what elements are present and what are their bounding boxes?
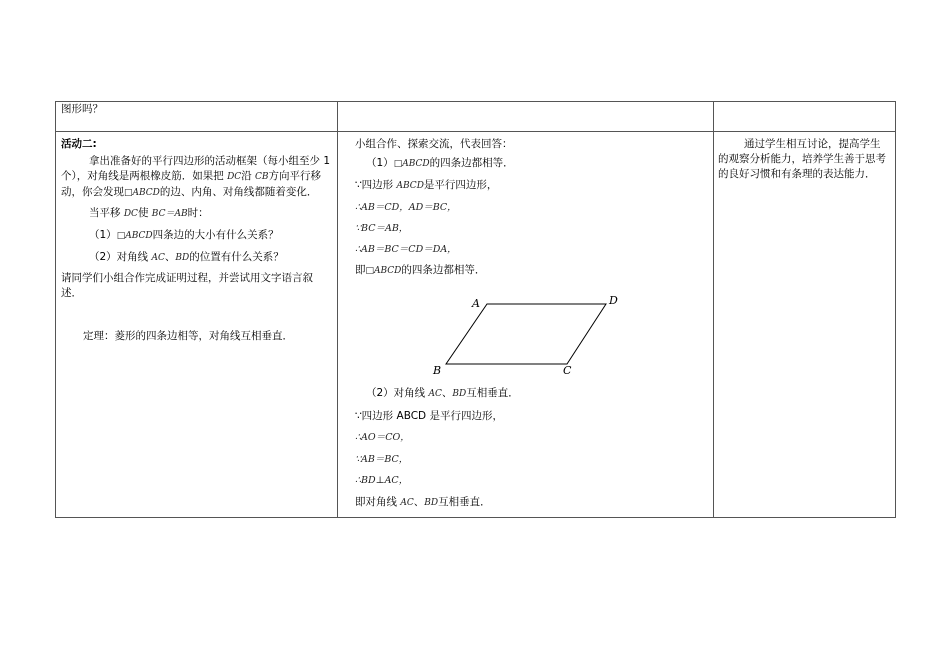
- question-2: [61, 250, 333, 266]
- condition-text: 使: [137, 207, 152, 219]
- table-left-border: [55, 101, 56, 518]
- math-cb: CB: [255, 172, 269, 182]
- proof-text: 即对角线: [355, 495, 401, 508]
- proof-line: [355, 175, 706, 197]
- proof-line: ∴BD⊥AC，: [355, 475, 409, 486]
- design-intent-text: 通过学生相互讨论，提高学生的观察分析能力，培养学生善于思考的良好习惯和有条理的表达能力．: [718, 138, 886, 180]
- answer-intro: 小组合作、探索交流，代表回答：: [355, 138, 513, 150]
- row-divider: [55, 131, 896, 132]
- vertex-label-b: B: [433, 364, 442, 377]
- column-divider-2: [713, 101, 714, 518]
- proof-text: ∵四边形: [355, 179, 397, 191]
- proof-line: ∴AO＝CO，: [355, 432, 410, 443]
- proof-conclusion: [355, 260, 706, 282]
- rhombus-shape: [446, 304, 606, 364]
- proof-line: ∵AB＝BC，: [355, 453, 409, 465]
- math-parallelogram: □ABCD: [393, 159, 430, 169]
- answer-number: （1）: [366, 157, 394, 169]
- activity-heading: 活动二:: [61, 138, 97, 150]
- intro-text: 沿: [241, 170, 256, 182]
- intro-text: 拿出准备好的平行四边形的活动框架（每小组至少 1 个），对角线是两根橡皮筋．如果把: [61, 155, 331, 182]
- lesson-table: [55, 101, 896, 518]
- row1-col1-text: 图形吗？: [61, 103, 103, 115]
- math-parallelogram: □ABCD: [116, 231, 153, 241]
- math-bd: BD: [175, 253, 190, 263]
- math-abcd: ABCD: [396, 181, 424, 191]
- proof-text: 即: [355, 264, 366, 276]
- condition-text: 时：: [187, 207, 209, 219]
- question-text: （2）对角线: [89, 251, 152, 263]
- rhombus-diagram: [433, 292, 646, 382]
- math-dc: DC: [227, 172, 242, 182]
- activity-cell: [61, 137, 333, 344]
- answer-text: 的四条边都相等．: [429, 157, 514, 169]
- answer-part-2: [355, 383, 706, 514]
- theorem: 定理：菱形的四条边相等，对角线互相垂直．: [83, 330, 293, 342]
- group-task: 请同学们小组合作完成证明过程，并尝试用文字语言叙述．: [61, 272, 313, 299]
- answer-text: 互相垂直．: [466, 387, 519, 399]
- math-parallelogram: □ABCD: [124, 188, 160, 198]
- condition-text: 当平移: [89, 207, 124, 219]
- answer-2: [366, 383, 706, 406]
- math-parallelogram: □ABCD: [365, 266, 402, 276]
- math-dc: DC: [123, 209, 138, 219]
- vertex-label-a: A: [472, 297, 480, 310]
- proof-conclusion: [355, 492, 706, 515]
- translation-condition: [61, 206, 333, 222]
- intent-cell: [718, 137, 890, 182]
- intro-text: 方向平行移动，你会发现: [61, 170, 322, 198]
- proof-text: 是平行四边形，: [423, 179, 498, 191]
- question-number: （1）: [89, 229, 117, 241]
- math-ac: AC: [400, 497, 414, 508]
- proof-line: ∵四边形 ABCD 是平行四边形，: [355, 409, 503, 422]
- math-bd: BD: [424, 497, 439, 508]
- proof-text: 的四条边都相等．: [401, 264, 486, 276]
- intro-text: 的边、内角、对角线都随着变化．: [159, 186, 318, 198]
- question-text: 的位置有什么关系？: [189, 251, 284, 263]
- vertex-label-c: C: [563, 364, 572, 377]
- vertex-label-d: D: [609, 294, 618, 307]
- answer-text: （2）对角线: [366, 387, 429, 399]
- table-bottom-border: [55, 517, 896, 518]
- activity-intro: [61, 154, 333, 201]
- separator: 、: [413, 495, 425, 508]
- table-top-border: [55, 101, 896, 102]
- column-divider-1: [337, 101, 338, 518]
- math-ac: AC: [151, 253, 165, 263]
- separator: 、: [441, 387, 453, 399]
- separator: 、: [164, 251, 176, 263]
- table-right-border: [895, 101, 896, 518]
- proof-text: 互相垂直．: [438, 495, 491, 508]
- math-ac: AC: [428, 389, 442, 399]
- answer-cell: [355, 137, 706, 508]
- proof-line: ∴AB＝BC＝CD＝DA，: [355, 244, 457, 255]
- math-bd: BD: [452, 389, 467, 399]
- row1-col1-cell: [61, 102, 103, 117]
- question-1: [61, 228, 333, 244]
- proof-line: ∴AB＝CD，AD＝BC，: [355, 202, 457, 213]
- question-text: 四条边的大小有什么关系？: [152, 229, 279, 241]
- answer-1: [366, 153, 706, 175]
- proof-line: ∵BC＝AB，: [355, 223, 409, 234]
- math-bc-eq-ab: BC＝AB: [151, 209, 188, 219]
